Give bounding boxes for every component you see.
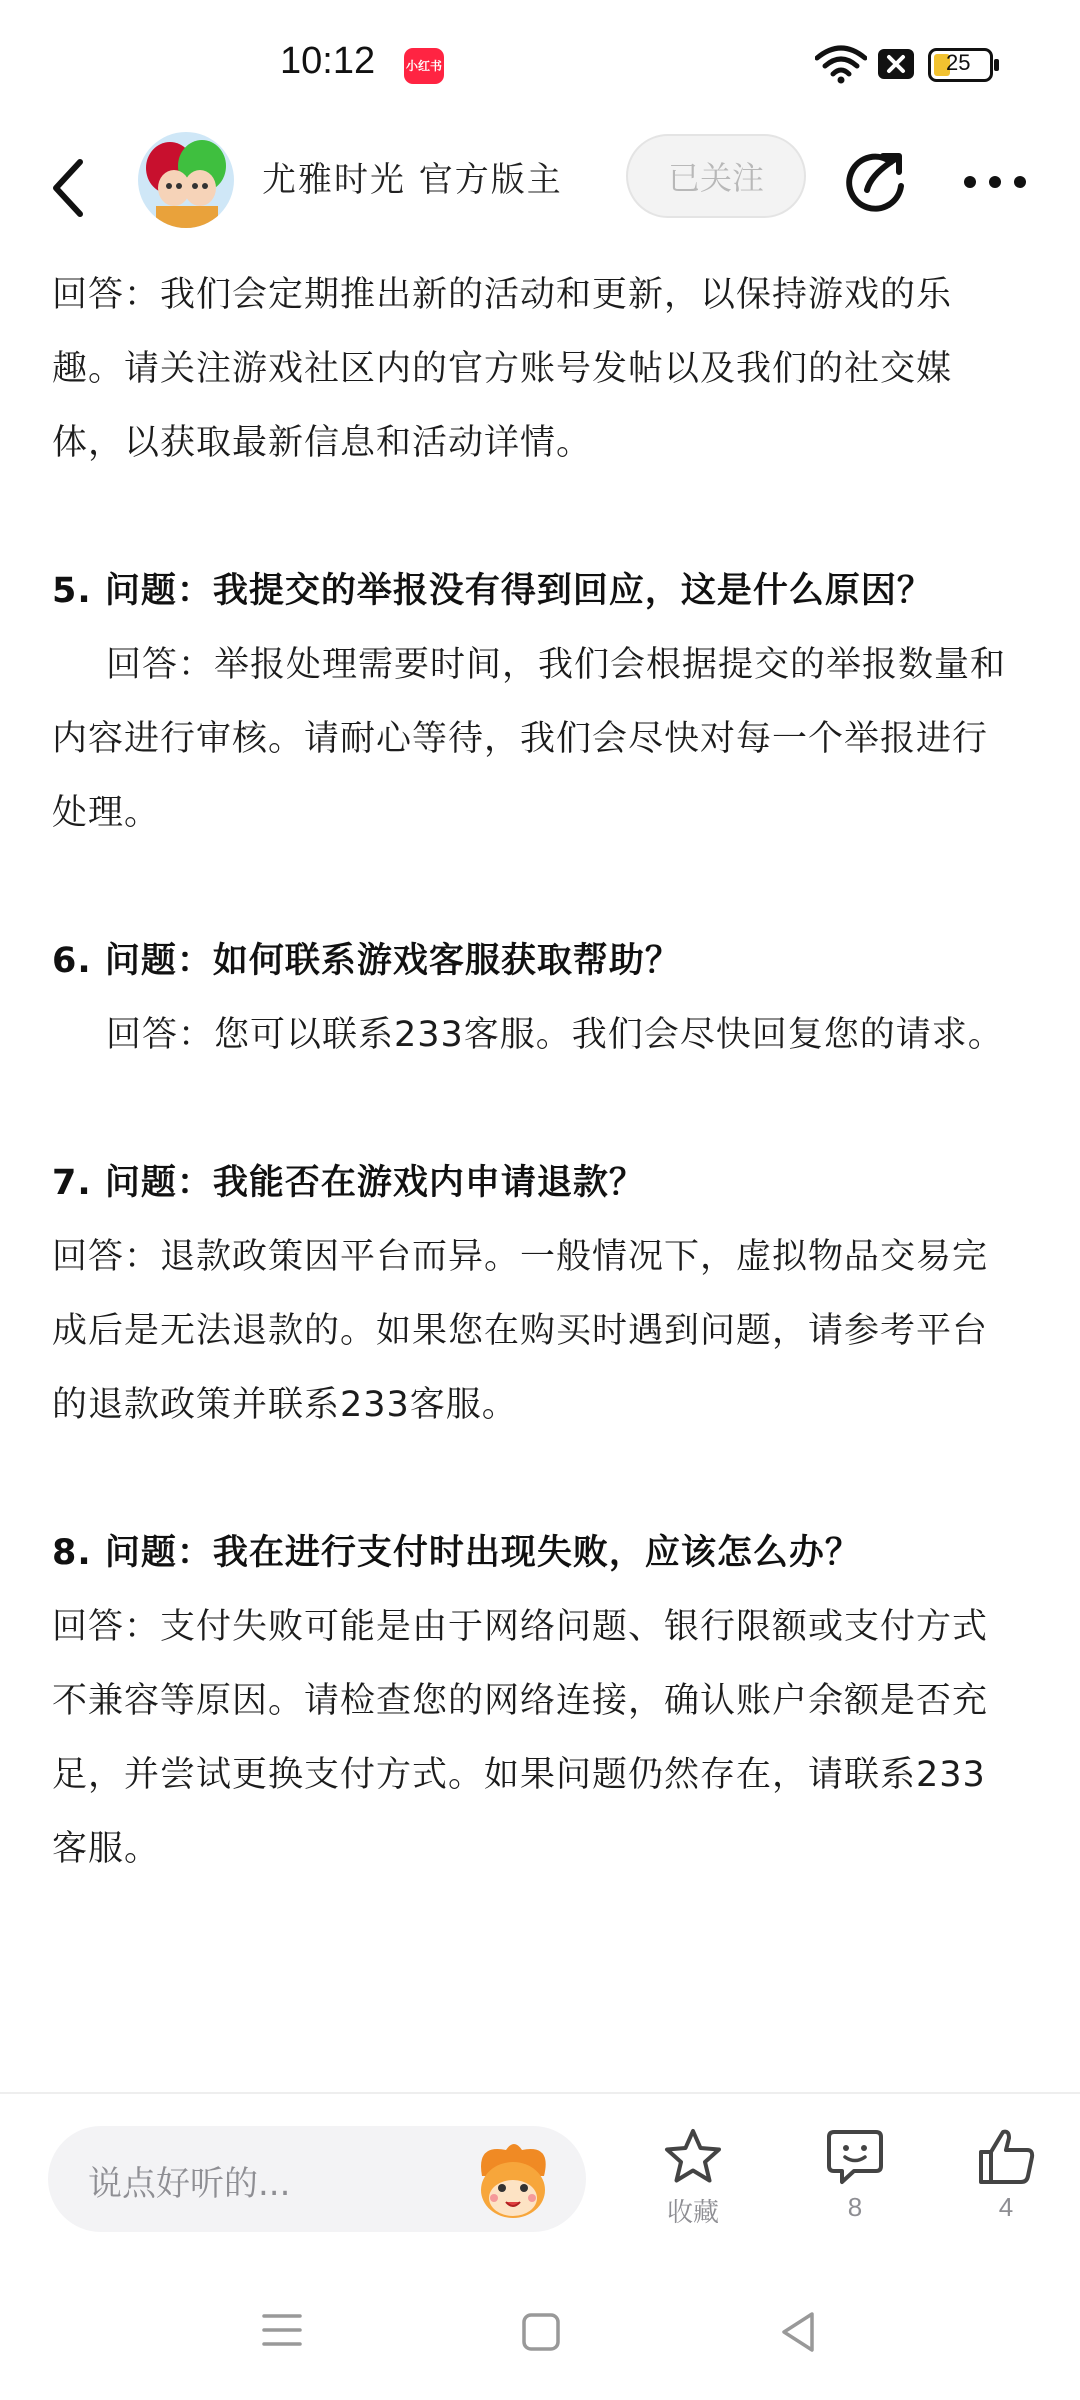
- star-icon: [662, 2126, 724, 2188]
- comment-placeholder: 说点好听的...: [88, 2164, 291, 2204]
- no-sim-icon: [877, 48, 915, 80]
- status-time: 10:12: [280, 40, 376, 82]
- answer-8: 回答：支付失败可能是由于网络问题、银行限额或支付方式不兼容等原因。请检查您的网络连接，确认账户余额是否充足，并尝试更换支付方式。如果问题仍然存在，请联系233客服。: [52, 1607, 989, 1869]
- mascot-emoji-icon[interactable]: [468, 2136, 558, 2226]
- post-header: [0, 130, 1080, 250]
- like-button[interactable]: [946, 2126, 1066, 2246]
- author-avatar[interactable]: [138, 132, 234, 228]
- question-7: 7. 问题：我能否在游戏内申请退款？: [52, 1163, 645, 1203]
- post-content: [52, 258, 1008, 1886]
- author-name[interactable]: 尤雅时光 官方版主: [262, 160, 563, 200]
- battery-level: 25: [946, 50, 971, 75]
- question-6: 6. 问题：如何联系游戏客服获取帮助？: [52, 941, 681, 981]
- status-bar: [0, 0, 1080, 130]
- nav-back-icon[interactable]: [778, 2310, 818, 2354]
- answer-5: 回答：举报处理需要时间，我们会根据提交的举报数量和内容进行审核。请耐心等待，我们会尽快对每一个举报进行处理。: [52, 645, 1007, 833]
- comment-button[interactable]: [795, 2126, 915, 2246]
- avatar-illustration: [138, 132, 234, 228]
- comment-input[interactable]: [48, 2126, 586, 2232]
- favorite-label: 收藏: [666, 2197, 719, 2227]
- follow-button[interactable]: 已关注: [626, 134, 806, 218]
- comment-icon: [824, 2126, 886, 2188]
- favorite-button[interactable]: [633, 2126, 753, 2246]
- intro-answer: 回答：我们会定期推出新的活动和更新，以保持游戏的乐趣。请关注游戏社区内的官方账号发帖以及我们的社交媒体，以获取最新信息和活动详情。: [52, 275, 953, 463]
- question-5: 5. 问题：我提交的举报没有得到回应，这是什么原因？: [52, 571, 933, 611]
- answer-6: 回答：您可以联系233客服。我们会尽快回复您的请求。: [106, 1015, 1004, 1055]
- comment-count: 8: [847, 2192, 863, 2222]
- nav-menu-icon[interactable]: [260, 2310, 304, 2350]
- share-icon[interactable]: [843, 148, 909, 214]
- back-arrow-icon[interactable]: [46, 156, 90, 220]
- bottom-divider: [0, 2092, 1080, 2094]
- wifi-icon: [815, 44, 867, 84]
- like-count: 4: [998, 2192, 1014, 2222]
- more-icon[interactable]: [960, 170, 1030, 194]
- app-badge: 小红书: [404, 48, 444, 84]
- question-8: 8. 问题：我在进行支付时出现失败，应该怎么办？: [52, 1533, 861, 1573]
- answer-7: 回答：退款政策因平台而异。一般情况下，虚拟物品交易完成后是无法退款的。如果您在购买时遇到问题，请参考平台的退款政策并联系233客服。: [52, 1237, 989, 1425]
- thumbs-up-icon: [975, 2126, 1037, 2188]
- nav-home-icon[interactable]: [521, 2312, 561, 2352]
